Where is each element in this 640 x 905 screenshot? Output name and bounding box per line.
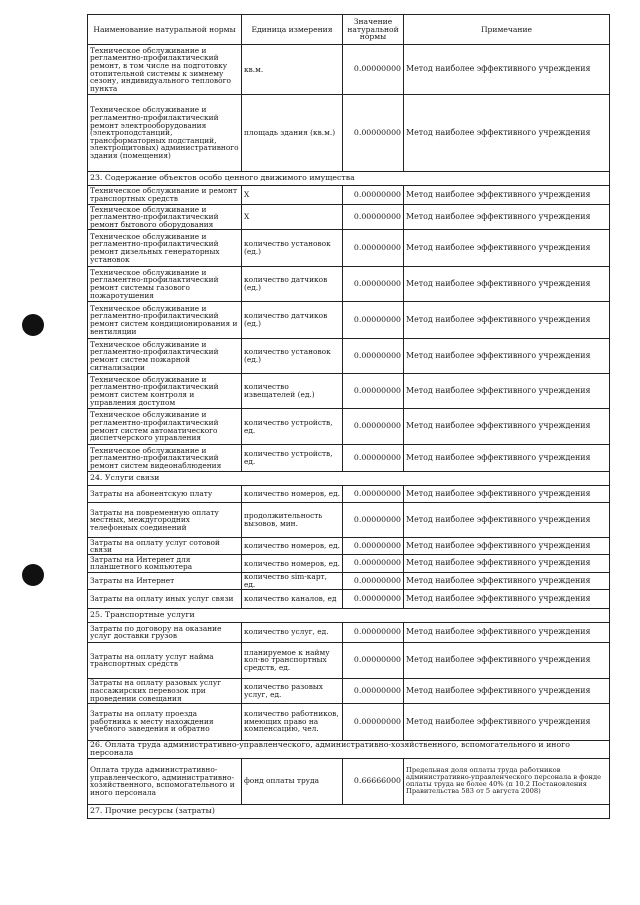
note: Метод наиболее эффективного учреждения (404, 230, 610, 267)
unit-of-measure: кв.м. (242, 45, 343, 95)
unit-of-measure: количество установок (ед.) (242, 339, 343, 374)
unit-of-measure: площадь здания (кв.м.) (242, 95, 343, 172)
note: Метод наиболее эффективного учреждения (404, 538, 610, 555)
note: Метод наиболее эффективного учреждения (404, 409, 610, 445)
unit-of-measure: количество номеров, ед. (242, 486, 343, 503)
norm-name: Техническое обслуживание и регламентно-профилактический ремонт систем пожарной сигнализации (88, 339, 242, 374)
norm-name: Затраты на оплату разовых услуг пассажирских перевозок при проведении совещания (88, 678, 242, 703)
norm-value: 0.00000000 (343, 486, 404, 503)
note: Метод наиболее эффективного учреждения (404, 445, 610, 472)
table-row (88, 538, 610, 555)
note: Метод наиболее эффективного учреждения (404, 339, 610, 374)
unit-of-measure: количество устройств, ед. (242, 445, 343, 472)
note: Метод наиболее эффективного учреждения (404, 555, 610, 572)
header-note: Примечание (404, 15, 610, 45)
norm-value: 0.00000000 (343, 374, 404, 409)
unit-of-measure: количество установок (ед.) (242, 230, 343, 267)
norm-name: Затраты по договору на оказание услуг доставки грузов (88, 622, 242, 642)
norm-value: 0.00000000 (343, 205, 404, 230)
table-row (88, 758, 610, 804)
table-row (88, 267, 610, 302)
header-name: Наименование натуральной нормы (88, 15, 242, 45)
unit-of-measure: количество устройств, ед. (242, 409, 343, 445)
unit-of-measure: количество услуг, ед. (242, 622, 343, 642)
unit-of-measure: планируемое к найму кол-во транспортных средств, ед. (242, 642, 343, 678)
section-title: 27. Прочие ресурсы (затраты) (88, 804, 610, 818)
norm-name: Техническое обслуживание и регламентно-профилактический ремонт дизельных генераторных установок (88, 230, 242, 267)
note: Метод наиболее эффективного учреждения (404, 572, 610, 589)
norm-name: Затраты на оплату проезда работника к месту нахождения учебного заведения и обратно (88, 703, 242, 740)
table-row (88, 589, 610, 608)
section-title: 24. Услуги связи (88, 472, 610, 486)
norm-value: 0.00000000 (343, 267, 404, 302)
unit-of-measure: количество каналов, ед (242, 589, 343, 608)
unit-of-measure: количество разовых услуг, ед. (242, 678, 343, 703)
section-row (88, 804, 610, 818)
norm-name: Затраты на оплату услуг сотовой связи (88, 538, 242, 555)
unit-of-measure: продолжительность вызовов, мин. (242, 503, 343, 538)
norm-name: Затраты на оплату услуг найма транспортных средств (88, 642, 242, 678)
norm-value: 0.66666000 (343, 758, 404, 804)
norm-value: 0.00000000 (343, 95, 404, 172)
note: Метод наиболее эффективного учреждения (404, 678, 610, 703)
norm-value: 0.00000000 (343, 622, 404, 642)
note: Метод наиболее эффективного учреждения (404, 374, 610, 409)
table-row (88, 409, 610, 445)
note: Метод наиболее эффективного учреждения (404, 186, 610, 205)
unit-of-measure: фонд оплаты труда (242, 758, 343, 804)
norm-name: Техническое обслуживание и регламентно-профилактический ремонт, в том числе на подготовку отопительной системы к зимнему сезону, индивидуального теплового пункта (88, 45, 242, 95)
unit-of-measure: количество работников, имеющих право на компенсацию, чел. (242, 703, 343, 740)
section-row (88, 608, 610, 622)
norm-name: Техническое обслуживание и регламентно-профилактический ремонт системы газового пожаротушения (88, 267, 242, 302)
norm-name: Затраты на оплату иных услуг связи (88, 589, 242, 608)
note: Метод наиболее эффективного учреждения (404, 205, 610, 230)
table-row (88, 703, 610, 740)
unit-of-measure: X (242, 186, 343, 205)
table-row (88, 678, 610, 703)
unit-of-measure: количество датчиков (ед.) (242, 302, 343, 339)
norm-name: Техническое обслуживание и регламентно-профилактический ремонт систем автоматического диспетчерского управления (88, 409, 242, 445)
norm-value: 0.00000000 (343, 642, 404, 678)
natural-norms-table (87, 14, 610, 819)
table-row (88, 205, 610, 230)
table-row (88, 572, 610, 589)
table-row (88, 339, 610, 374)
norm-value: 0.00000000 (343, 339, 404, 374)
unit-of-measure: X (242, 205, 343, 230)
norm-value: 0.00000000 (343, 186, 404, 205)
norm-value: 0.00000000 (343, 230, 404, 267)
table-row (88, 230, 610, 267)
table-row (88, 486, 610, 503)
note: Метод наиболее эффективного учреждения (404, 622, 610, 642)
header-value: Значение натуральной нормы (343, 15, 404, 45)
unit-of-measure: количество sim-карт, ед. (242, 572, 343, 589)
note: Метод наиболее эффективного учреждения (404, 95, 610, 172)
norm-name: Техническое обслуживание и регламентно-профилактический ремонт систем кондиционирования и вентиляции (88, 302, 242, 339)
norm-value: 0.00000000 (343, 302, 404, 339)
table-header-row (88, 15, 610, 45)
note: Метод наиболее эффективного учреждения (404, 45, 610, 95)
norm-value: 0.00000000 (343, 589, 404, 608)
norm-name: Техническое обслуживание и регламентно-профилактический ремонт систем контроля и управления доступом (88, 374, 242, 409)
table-row (88, 445, 610, 472)
norm-value: 0.00000000 (343, 503, 404, 538)
norm-value: 0.00000000 (343, 538, 404, 555)
table-row (88, 95, 610, 172)
unit-of-measure: количество номеров, ед. (242, 555, 343, 572)
norm-name: Техническое обслуживание и регламентно-профилактический ремонт бытового оборудования (88, 205, 242, 230)
table-row (88, 642, 610, 678)
note: Предельная доля оплаты труда работников административно-управленческого персонала в фонде оплаты труда не более 40% (п 10.2 Постановления Правительства 583 от 5 августа 2008) (404, 758, 610, 804)
norm-value: 0.00000000 (343, 555, 404, 572)
norm-name: Затраты на Интернет для планшетного компьютера (88, 555, 242, 572)
table-row (88, 45, 610, 95)
header-unit: Единица измерения (242, 15, 343, 45)
table-row (88, 503, 610, 538)
punch-hole-bottom (22, 564, 44, 586)
norm-value: 0.00000000 (343, 45, 404, 95)
table-body (88, 45, 610, 819)
note: Метод наиболее эффективного учреждения (404, 302, 610, 339)
table-row (88, 555, 610, 572)
norm-value: 0.00000000 (343, 703, 404, 740)
note: Метод наиболее эффективного учреждения (404, 486, 610, 503)
punch-hole-top (22, 314, 44, 336)
section-row (88, 472, 610, 486)
section-row (88, 172, 610, 186)
norm-name: Затраты на Интернет (88, 572, 242, 589)
note: Метод наиболее эффективного учреждения (404, 267, 610, 302)
unit-of-measure: количество извещателей (ед.) (242, 374, 343, 409)
note: Метод наиболее эффективного учреждения (404, 642, 610, 678)
norm-name: Затраты на абонентскую плату (88, 486, 242, 503)
table-row (88, 374, 610, 409)
section-title: 23. Содержание объектов особо ценного движимого имущества (88, 172, 610, 186)
table-row (88, 186, 610, 205)
section-row (88, 740, 610, 758)
norm-value: 0.00000000 (343, 409, 404, 445)
unit-of-measure: количество номеров, ед. (242, 538, 343, 555)
norm-value: 0.00000000 (343, 678, 404, 703)
note: Метод наиболее эффективного учреждения (404, 503, 610, 538)
norm-value: 0.00000000 (343, 445, 404, 472)
norm-value: 0.00000000 (343, 572, 404, 589)
section-title: 26. Оплата труда административно-управленческого, административно-хозяйственного, вспомогательного и иного персонала (88, 740, 610, 758)
norm-name: Техническое обслуживание и регламентно-профилактический ремонт электрооборудования (электроподстанций, трансформаторных подстанций, электрощитовых) административного здания (помещения) (88, 95, 242, 172)
table-row (88, 302, 610, 339)
norm-name: Затраты на повременную оплату местных, междугородних телефонных соединений (88, 503, 242, 538)
table-row (88, 622, 610, 642)
norm-name: Техническое обслуживание и регламентно-профилактический ремонт систем видеонаблюдения (88, 445, 242, 472)
norm-name: Техническое обслуживание и ремонт транспортных средств (88, 186, 242, 205)
unit-of-measure: количество датчиков (ед.) (242, 267, 343, 302)
norm-name: Оплата труда административно-управленческого, административно-хозяйственного, вспомогательного и иного персонала (88, 758, 242, 804)
note: Метод наиболее эффективного учреждения (404, 589, 610, 608)
section-title: 25. Транспортные услуги (88, 608, 610, 622)
note: Метод наиболее эффективного учреждения (404, 703, 610, 740)
